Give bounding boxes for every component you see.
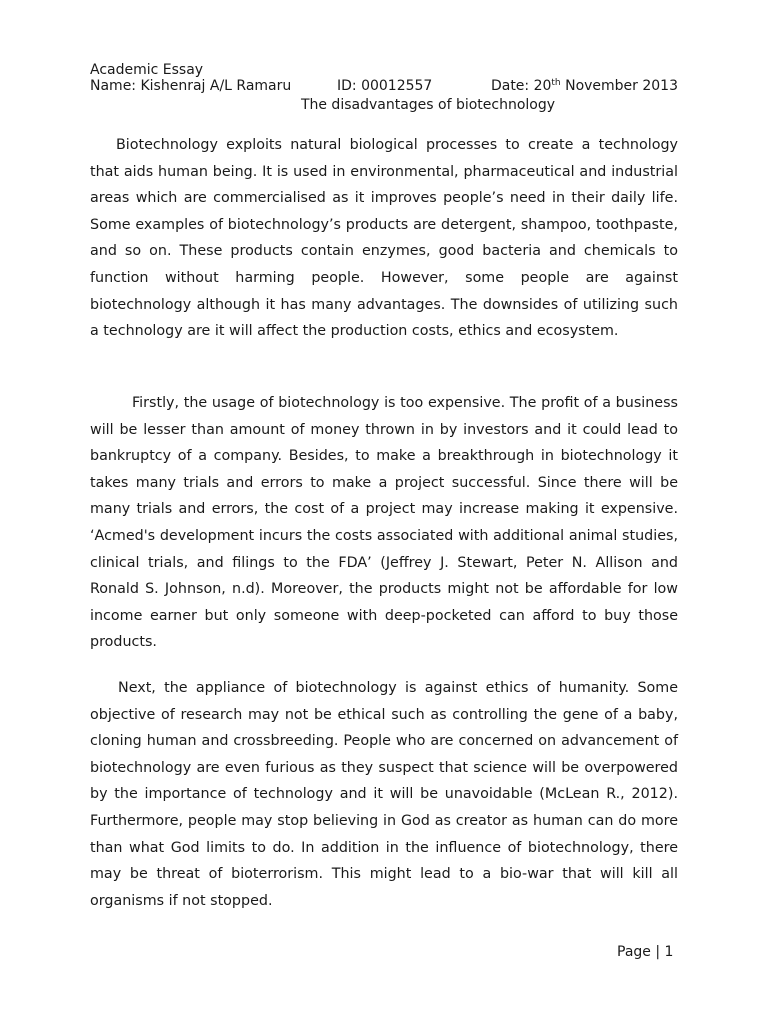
submission-date: [491, 78, 678, 94]
date-suffix: November 2013: [560, 78, 678, 94]
paragraph-1: Biotechnology exploits natural biological processes to create a technology that aids human being. It is used in environmental, pharmaceutical and industrial areas which are commercialised as it improves people’s need in their daily life. Some examples of biotechnology’s products are detergent, shampoo, toothpaste, and so on. These products contain enzymes, good bacteria and chemicals to function without harming people. However, some people are against biotechnology although it has many advantages. The downsides of utilizing such a technology are it will affect the production costs, ethics and ecosystem.: [90, 137, 678, 340]
paragraph-3: Next, the appliance of biotechnology is against ethics of humanity. Some objective of research may not be ethical such as controlling the gene of a baby, cloning human and crossbreeding. People who are concerned on advancement of biotechnology are even furious as they suspect that science will be overpowered by the importance of technology and it will be unavoidable (McLean R., 2012). Furthermore, people may stop believing in God as creator as human can do more than what God limits to do. In addition in the influence of biotechnology, there may be threat of bioterrorism. This might lead to a bio-war that will kill all organisms if not stopped.: [90, 680, 678, 909]
essay-title-row: [0, 97, 768, 113]
student-info-line: [90, 78, 680, 94]
document-type-label: Academic Essay: [90, 62, 204, 78]
essay-header: [90, 62, 680, 94]
page-number: Page | 1: [617, 944, 674, 960]
date-prefix: Date: 20: [490, 78, 552, 94]
student-id: ID: 00012557: [337, 78, 433, 94]
essay-title: The disadvantages of biotechnology: [300, 97, 556, 113]
paragraph-3-block: [90, 675, 678, 914]
student-name: Name: Kishenraj A/L Ramaru: [90, 78, 292, 94]
paragraph-2-block: [90, 390, 678, 656]
date-ordinal: th: [551, 78, 561, 88]
paragraph-2: Firstly, the usage of biotechnology is too expensive. The profit of a business will be lesser than amount of money thrown in by investors and it could lead to bankruptcy of a company. Besides, to make a breakthrough in biotechnology it takes many trials and errors to make a project successful. Since there will be many trials and errors, the cost of a project may increase making it expensive. ‘Acmed's development incurs the costs associated with additional animal studies, clinical trials, and filings to the FDA’ (Jeffrey J. Stewart, Peter N. Allison and Ronald S. Johnson, n.d). Moreover, the products might not be affordable for low income earner but only someone with deep-pocketed can afford to buy those products.: [90, 395, 678, 651]
paragraph-1-block: [90, 132, 678, 345]
